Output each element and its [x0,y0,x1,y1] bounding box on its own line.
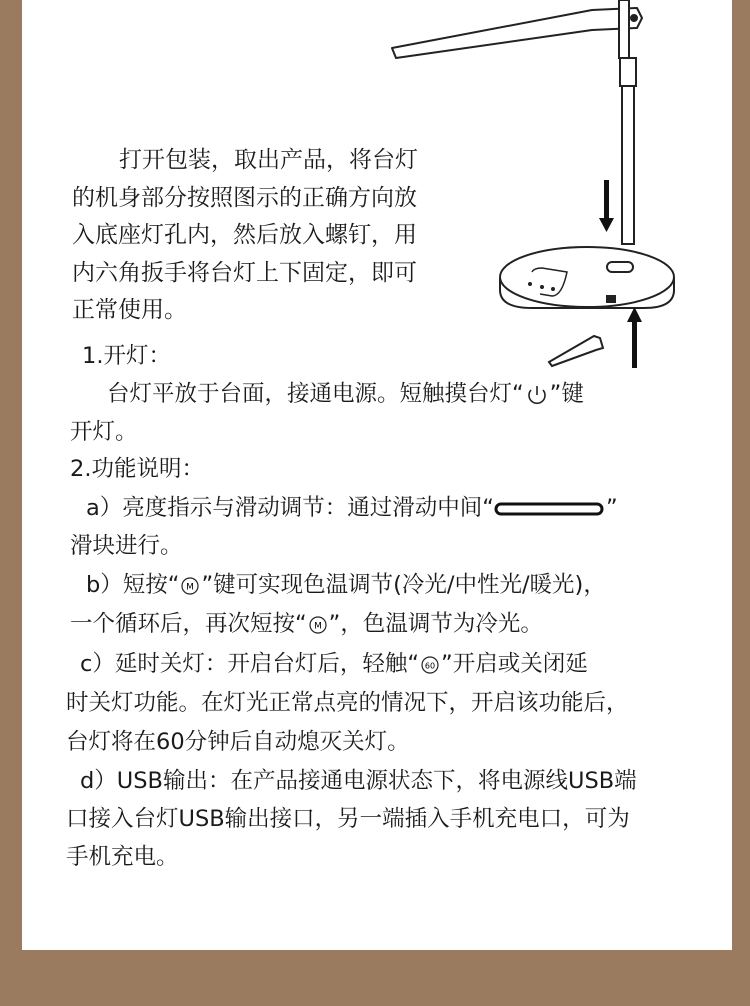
section1-heading: 1.开灯： [82,343,171,369]
instruction-page [22,0,732,950]
item-a-text-a: a）亮度指示与滑动调节：通过滑动中间“ [86,495,494,521]
intro-paragraph [72,142,472,330]
lamp-arm [392,8,642,58]
section2-heading: 2.功能说明： [70,456,204,482]
intro-line: 正常使用。 [72,297,187,323]
item-c-line2: 时关灯功能。在灯光正常点亮的情况下，开启该功能后， [66,690,629,716]
svg-text:M: M [313,621,322,631]
item-b-line2 [70,606,543,638]
item-b-text-d: ”，色温调节为冷光。 [328,611,543,637]
section1-text-b: ”键 [549,381,584,407]
item-b-line1 [86,567,606,599]
intro-line: 的机身部分按照图示的正确方向放 [72,184,417,211]
power-icon [524,382,550,408]
section1-text-c: 开灯。 [70,419,138,445]
item-b-text-c: 一个循环后，再次短按“ [70,611,307,637]
intro-line: 内六角扳手将台灯上下固定，即可 [72,259,417,286]
item-d-line3: 手机充电。 [66,844,179,870]
mode-m-icon [307,614,329,636]
section1-line1 [107,376,584,408]
up-arrow-icon [627,307,642,368]
svg-text:M: M [186,582,195,592]
lamp-base [500,247,674,308]
item-c-text-b: ”开启或关闭延 [441,651,588,677]
item-b-text-a: b）短按“ [86,572,180,598]
lamp-pole [619,0,636,244]
item-c-line3: 台灯将在60分钟后自动熄灭关灯。 [66,729,410,755]
item-a-line1 [86,490,618,522]
intro-line: 入底座灯孔内，然后放入螺钉，用 [72,222,417,248]
down-arrow-icon [599,180,614,232]
item-d-line1: d）USB输出：在产品接通电源状态下，将电源线USB端 [80,768,637,794]
item-a-text-b: ” [605,495,618,521]
item-c-line1 [80,646,588,678]
item-b-text-b: ”键可实现色温调节(冷光/中性光/暖光)， [201,572,606,598]
item-a-line2: 滑块进行。 [70,533,183,559]
section1-text-a: 台灯平放于台面，接通电源。短触摸台灯“ [107,381,524,407]
timer-60-icon [419,654,441,676]
mode-m-icon [179,575,201,597]
item-d-line2: 口接入台灯USB输出接口，另一端插入手机充电口，可为 [66,806,630,832]
item-c-text-a: c）延时关灯：开启台灯后，轻触“ [80,651,420,677]
svg-text:60: 60 [424,661,436,670]
intro-line: 打开包装，取出产品，将台灯 [119,147,418,173]
slider-bar-icon [494,501,606,517]
hex-key-icon [549,336,603,366]
